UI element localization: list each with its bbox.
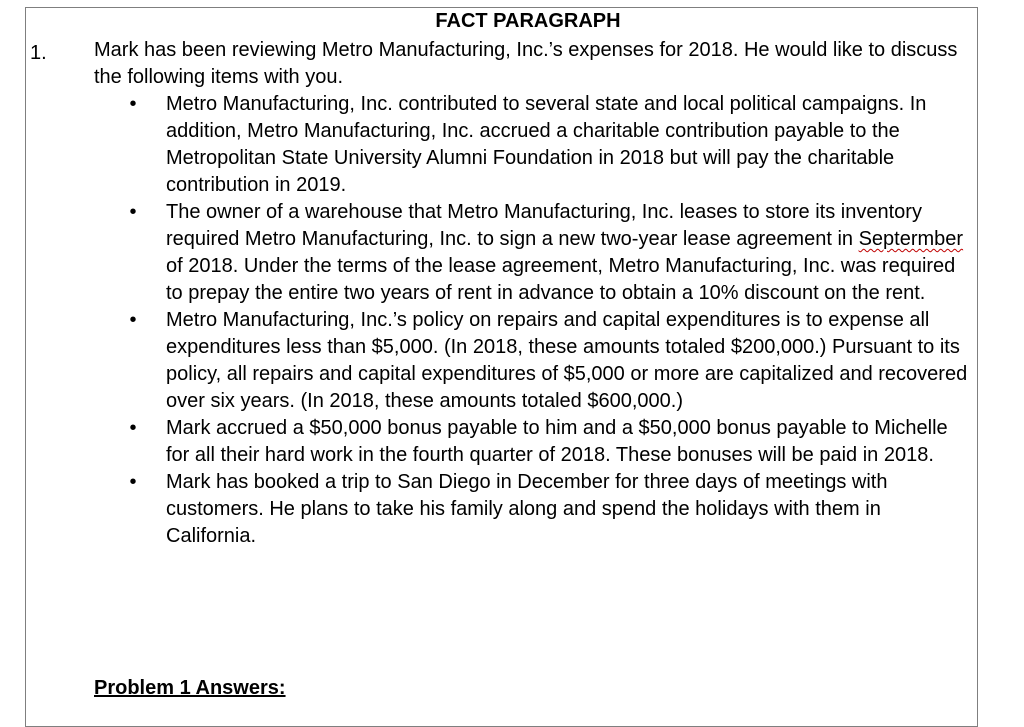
bullet-icon: • xyxy=(129,309,137,331)
bullet-icon: • xyxy=(129,201,137,223)
bullet-text: Mark has booked a trip to San Diego in December for three days of meetings with customers. He plans to take his family along and spend the holidays with them in California. xyxy=(166,471,888,547)
bullet-icon: • xyxy=(129,417,137,439)
bullet-icon: • xyxy=(129,93,137,115)
intro-text: Mark has been reviewing Metro Manufacturing, Inc.’s expenses for 2018. He would like to discuss the following items with you. xyxy=(94,39,958,88)
bullet-icon: • xyxy=(129,471,137,493)
fact-paragraph xyxy=(94,37,974,550)
page-title: FACT PARAGRAPH xyxy=(435,10,621,32)
bullet-text: Metro Manufacturing, Inc.’s policy on repairs and capital expenditures is to expense all expenditures less than $5,000. (In 2018, these amounts totaled $200,000.) Pursuant to its policy, all repairs and capital expenditures of $5,000 or more are capitalized and recovered over six years. (In 2018, these amounts totaled $600,000.) xyxy=(166,309,968,412)
answers-heading: Problem 1 Answers: xyxy=(94,677,286,699)
list-item xyxy=(94,307,974,415)
list-item xyxy=(94,199,974,307)
bullet-text: Mark accrued a $50,000 bonus payable to him and a $50,000 bonus payable to Michelle for all their hard work in the fourth quarter of 2018. These bonuses will be paid in 2018. xyxy=(166,417,948,466)
bullet-list xyxy=(94,91,974,550)
bullet-text-start: The owner of a warehouse that Metro Manufacturing, Inc. leases to store its inventory required Metro Manufacturing, Inc. to sign a new two-year lease agreement in xyxy=(166,201,922,250)
list-item xyxy=(94,415,974,469)
list-item xyxy=(94,91,974,199)
list-item xyxy=(94,469,974,550)
item-number: 1. xyxy=(30,42,47,64)
bullet-text-end: of 2018. Under the terms of the lease agreement, Metro Manufacturing, Inc. was required to prepay the entire two years of rent in advance to obtain a 10% discount on the rent. xyxy=(166,255,956,304)
misspelled-word[interactable]: Septermber xyxy=(858,228,964,250)
bullet-text: Metro Manufacturing, Inc. contributed to several state and local political campaigns. In addition, Metro Manufacturing, Inc. accrued a charitable contribution payable to the Metropolitan State University Alumni Foundation in 2018 but will pay the charitable contribution in 2019. xyxy=(166,93,927,196)
